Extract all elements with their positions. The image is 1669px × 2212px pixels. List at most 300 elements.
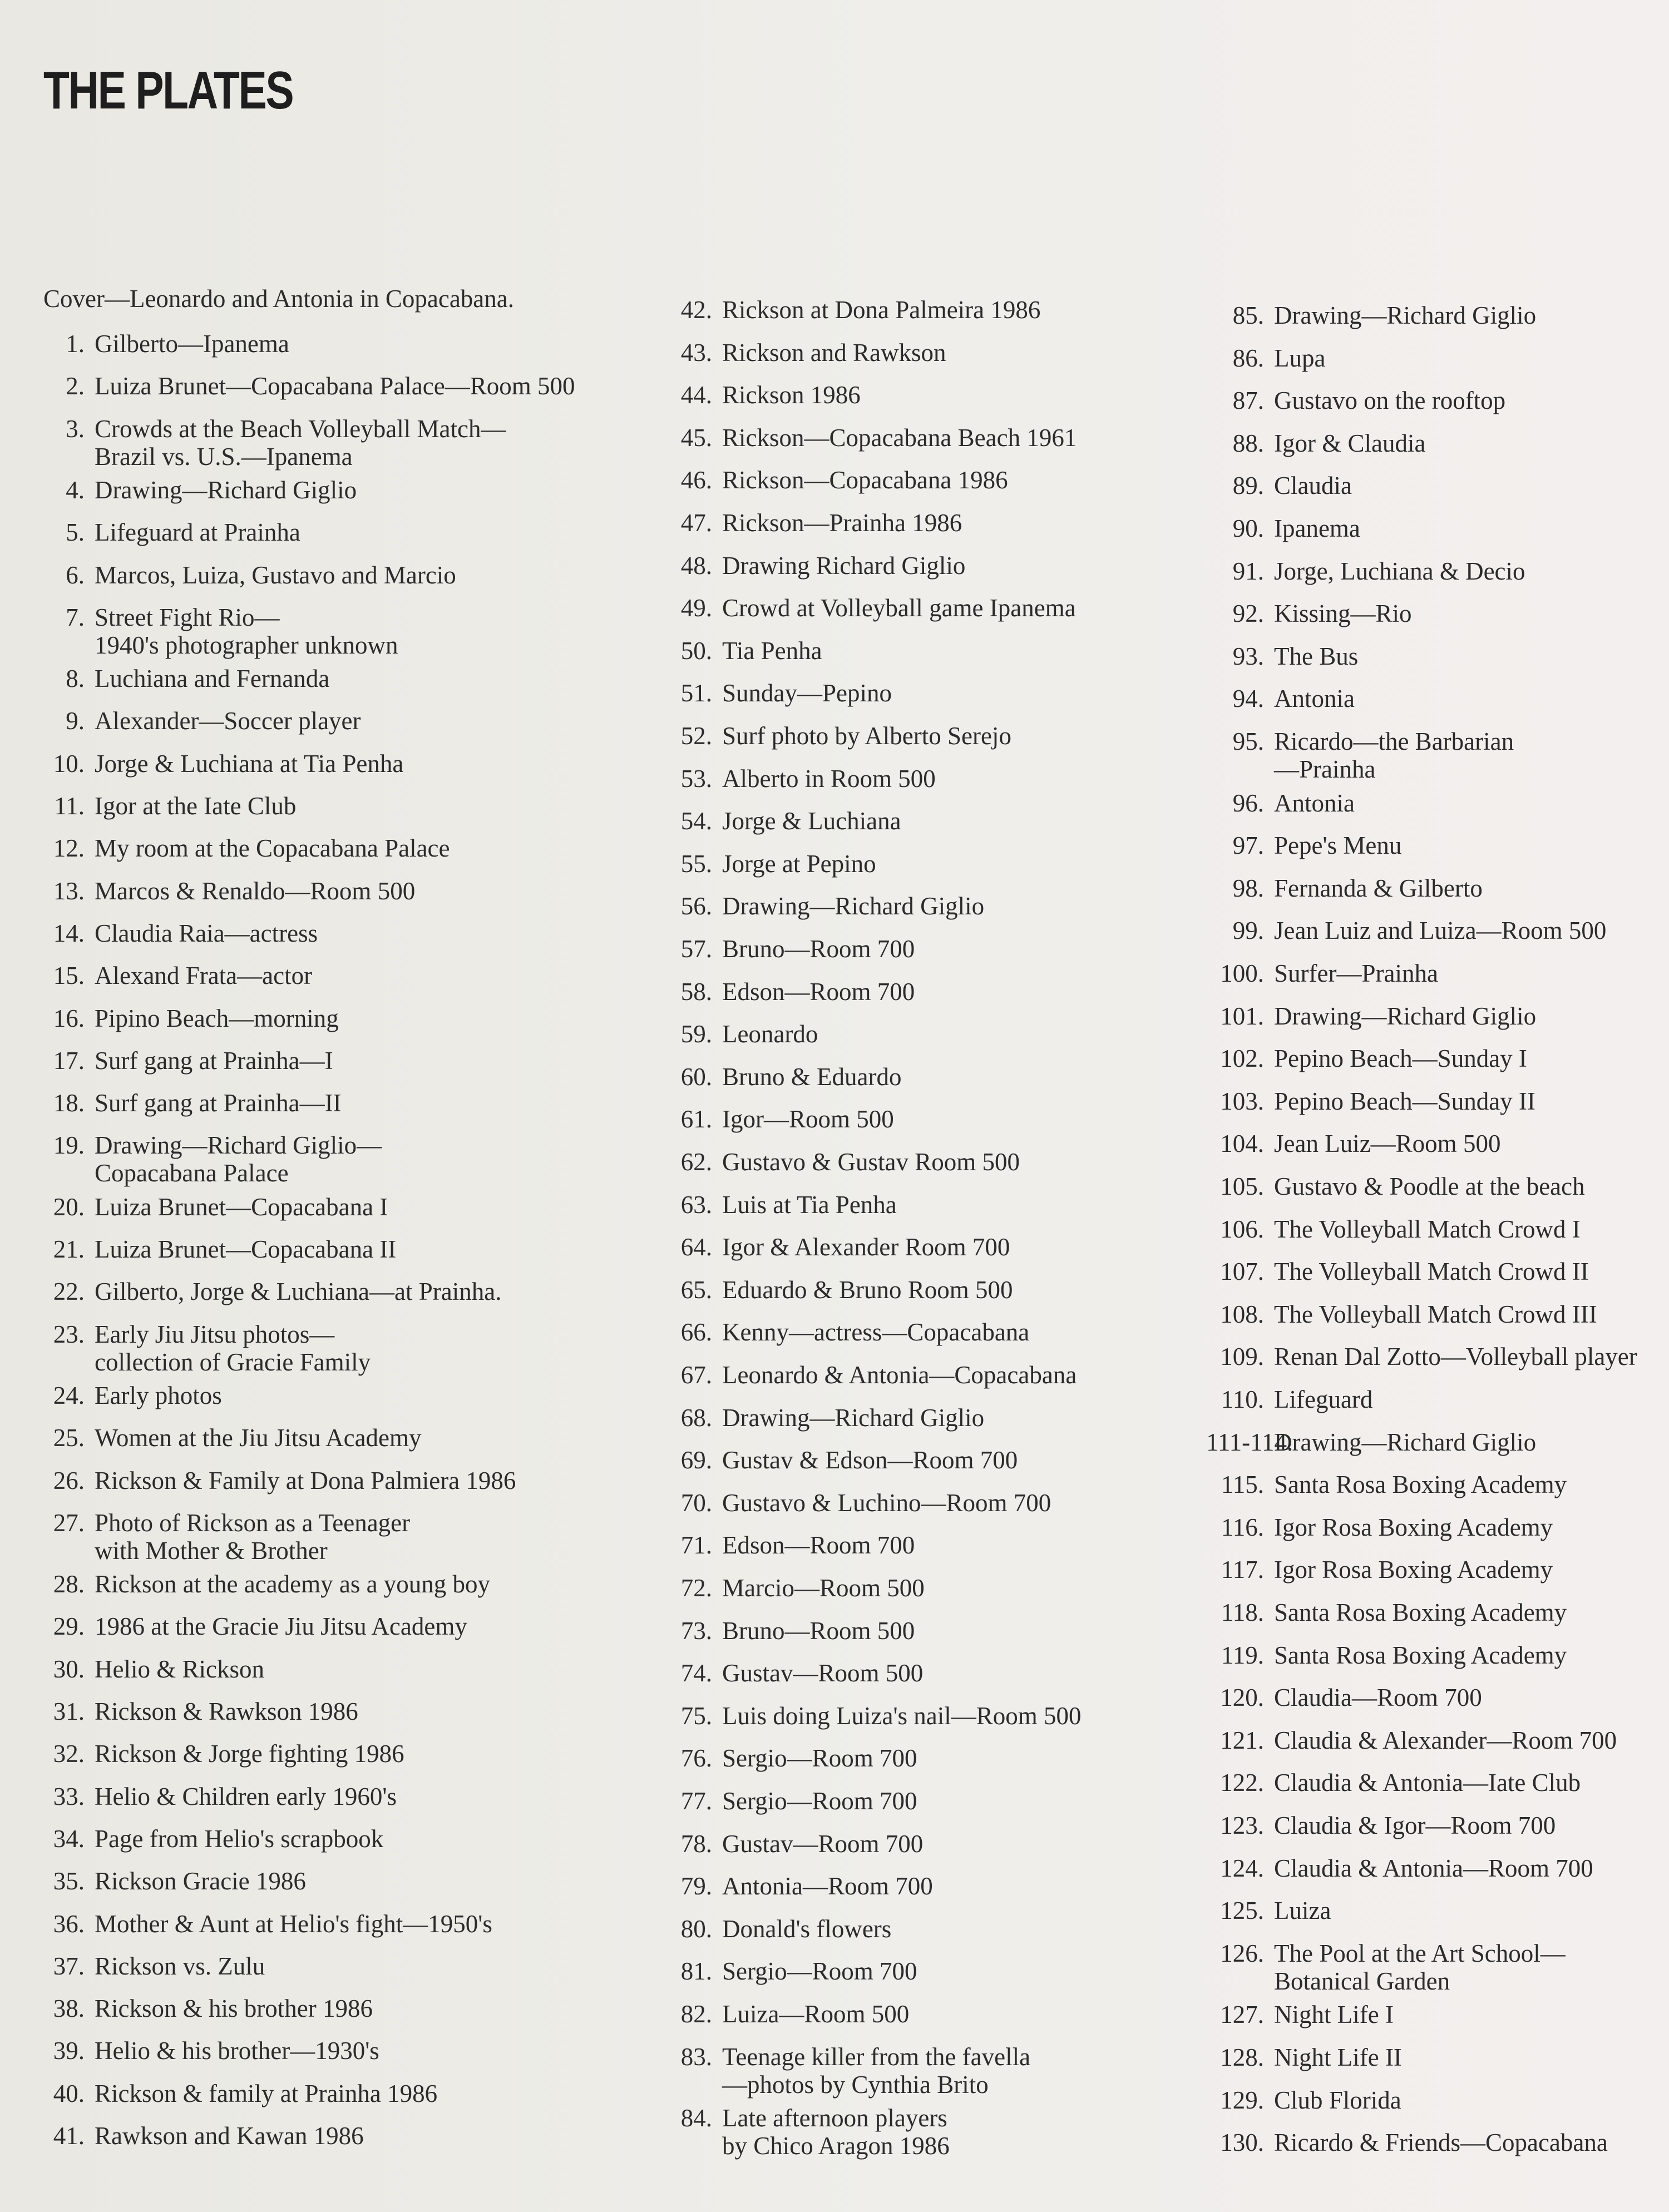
plate-entry: [662, 807, 901, 835]
plate-entry: [43, 750, 403, 778]
plate-title: The Bus: [1274, 642, 1359, 670]
plate-entry: [43, 962, 312, 989]
plate-number: 57.: [680, 935, 712, 963]
plate-entry: [662, 892, 984, 920]
plate-number: 41.: [53, 2122, 85, 2150]
plate-title: Helio & Children early 1960's: [95, 1782, 397, 1810]
plate-entry: [662, 850, 876, 878]
plate-number: 70.: [680, 1488, 712, 1517]
plate-title: Gustavo & Poodle at the beach: [1274, 1172, 1585, 1200]
plate-entry: [662, 1872, 933, 1900]
plate-title: Marcos & Renaldo—Room 500: [95, 877, 416, 905]
plate-number: 9.: [66, 707, 85, 735]
plate-entry: [662, 381, 861, 409]
plate-title: Alexander—Soccer player: [95, 707, 361, 735]
plate-title: Ricardo & Friends—Copacabana: [1274, 2129, 1608, 2157]
plate-entry: [1206, 874, 1483, 902]
plate-title: Sergio—Room 700: [722, 1787, 917, 1815]
plate-number: 101.: [1220, 1002, 1264, 1030]
plate-entry: [662, 1361, 1077, 1389]
plate-title: Pipino Beach—morning: [95, 1004, 339, 1032]
plate-number: 106.: [1220, 1215, 1264, 1243]
plate-title: Jorge at Pepino: [722, 849, 876, 878]
plate-entry: [43, 1612, 467, 1640]
plate-number: 102.: [1220, 1045, 1264, 1073]
plate-number: 93.: [1232, 642, 1264, 670]
plate-number: 65.: [680, 1275, 712, 1304]
plate-entry: [1206, 1471, 1567, 1498]
plate-title-continued: by Chico Aragon 1986: [722, 2132, 950, 2160]
plate-number: 38.: [53, 1995, 85, 2023]
plate-number: 79.: [680, 1872, 712, 1901]
plate-number: 11.: [54, 792, 85, 820]
plate-title: Drawing—Richard Giglio—: [95, 1131, 382, 1160]
plate-number: 49.: [680, 594, 712, 622]
plate-title: Mother & Aunt at Helio's fight—1950's: [95, 1909, 492, 1938]
plate-number: 99.: [1232, 917, 1264, 945]
plate-title: Igor at the Iate Club: [95, 792, 297, 820]
plate-number: 85.: [1232, 301, 1264, 329]
plate-number: 2.: [66, 372, 85, 400]
plate-entry: [1206, 642, 1358, 670]
plate-entry: [43, 792, 296, 820]
plate-number: 128.: [1220, 2043, 1264, 2071]
plate-number: 73.: [680, 1616, 712, 1645]
plate-number: 55.: [680, 849, 712, 878]
plate-number: 27.: [53, 1508, 85, 1537]
plate-title: Drawing—Richard Giglio: [1274, 1428, 1537, 1456]
plate-title: Pepino Beach—Sunday II: [1274, 1087, 1535, 1115]
plate-entry: [662, 1276, 1013, 1304]
plate-entry: [43, 1320, 371, 1376]
plate-title: Teenage killer from the favella: [722, 2042, 1031, 2071]
plate-entry: [1206, 1130, 1500, 1157]
plate-number: 115.: [1221, 1471, 1264, 1499]
plate-entry: [662, 1830, 923, 1858]
plate-entry: [662, 1191, 897, 1219]
plate-entry: [43, 2080, 437, 2107]
plate-entry: [1206, 429, 1425, 457]
plate-number: 125.: [1220, 1897, 1264, 1925]
plate-title: Crowd at Volleyball game Ipanema: [722, 594, 1076, 622]
plate-entry: [1206, 1215, 1581, 1243]
plate-entry: [662, 296, 1040, 324]
plate-title: Bruno—Room 700: [722, 935, 915, 963]
plate-number: 29.: [53, 1612, 85, 1641]
plate-number: 25.: [53, 1424, 85, 1452]
plate-title: Jean Luiz and Luiza—Room 500: [1274, 917, 1607, 945]
plate-entry: [1206, 514, 1360, 542]
plate-entry: [43, 2037, 379, 2065]
plate-entry: [43, 877, 415, 905]
plate-title-continued: —photos by Cynthia Brito: [722, 2070, 989, 2099]
plate-title: Rickson—Copacabana Beach 1961: [722, 423, 1077, 452]
plate-entry: [1206, 472, 1352, 499]
plate-title: The Volleyball Match Crowd I: [1274, 1215, 1581, 1243]
plate-entry: [1206, 344, 1325, 372]
plate-number: 36.: [53, 1909, 85, 1938]
plate-entry: [662, 552, 965, 580]
plate-entry: [1206, 1045, 1527, 1072]
plate-number: 23.: [53, 1320, 85, 1348]
plate-entry: [43, 1131, 382, 1187]
plate-number: 98.: [1232, 874, 1264, 902]
plate-entry: [1206, 1599, 1567, 1626]
plate-entry: [1206, 2086, 1401, 2114]
plate-number: 100.: [1220, 959, 1264, 987]
plate-number: 78.: [680, 1829, 712, 1858]
plate-title: Gustav—Room 500: [722, 1659, 924, 1688]
plate-number: 43.: [680, 338, 712, 367]
plate-number: 66.: [680, 1318, 712, 1347]
plate-title: Late afternoon players: [722, 2104, 947, 2132]
plate-number: 80.: [680, 1914, 712, 1943]
plate-entry: [662, 1617, 915, 1645]
plate-number: 35.: [53, 1867, 85, 1896]
plate-entry: [662, 978, 915, 1006]
plate-entry: [1206, 1812, 1556, 1839]
plate-number: 103.: [1220, 1087, 1264, 1115]
plate-number: 69.: [680, 1446, 712, 1474]
plate-entry: [43, 1004, 339, 1032]
plate-title: Gustav & Edson—Room 700: [722, 1446, 1018, 1474]
plate-title: Igor Rosa Boxing Academy: [1274, 1556, 1553, 1584]
plate-entry: [1206, 728, 1514, 783]
plate-number: 51.: [680, 679, 712, 707]
plate-entry: [662, 1787, 917, 1815]
plate-entry: [662, 935, 915, 963]
plate-number: 37.: [53, 1952, 85, 1980]
plate-entry: [662, 509, 962, 537]
plate-number: 63.: [680, 1190, 712, 1219]
plate-title: Gustavo & Gustav Room 500: [722, 1148, 1020, 1176]
plate-number: 50.: [680, 636, 712, 665]
plate-entry: [43, 707, 361, 735]
plate-title: Luchiana and Fernanda: [95, 665, 330, 693]
plate-title: Street Fight Rio—: [95, 603, 280, 631]
plate-title: Sergio—Room 700: [722, 1744, 917, 1773]
plate-title: Leonardo & Antonia—Copacabana: [722, 1361, 1077, 1389]
plate-entry: [43, 834, 450, 862]
plate-entry: [1206, 2001, 1394, 2028]
plate-title: Luiza: [1274, 1897, 1331, 1925]
plate-title: Claudia & Igor—Room 700: [1274, 1812, 1556, 1839]
plate-title: Surf photo by Alberto Serejo: [722, 722, 1011, 750]
plate-number: 72.: [680, 1574, 712, 1602]
plate-entry: [43, 1698, 358, 1725]
plate-number: 4.: [66, 476, 85, 504]
plate-number: 110.: [1221, 1385, 1264, 1413]
plate-number: 61.: [680, 1105, 712, 1134]
plate-entry: [662, 594, 1076, 622]
plate-entry: [662, 424, 1077, 452]
plate-title: Rickson at Dona Palmeira 1986: [722, 296, 1041, 324]
plate-number: 92.: [1232, 600, 1264, 628]
plate-title: The Volleyball Match Crowd III: [1274, 1300, 1597, 1328]
plate-title: Helio & his brother—1930's: [95, 2037, 379, 2065]
plate-entry: [1206, 1258, 1589, 1285]
plate-number: 118.: [1221, 1599, 1264, 1626]
plate-number: 111-114.: [1206, 1428, 1293, 1456]
plate-title: Igor—Room 500: [722, 1105, 894, 1134]
plate-number: 109.: [1220, 1343, 1264, 1371]
plate-title: Claudia & Alexander—Room 700: [1274, 1726, 1617, 1754]
plate-entry: [1206, 1172, 1585, 1200]
plate-title: Drawing—Richard Giglio: [722, 1403, 985, 1432]
plate-title: Crowds at the Beach Volleyball Match—: [95, 414, 506, 443]
plate-number: 47.: [680, 509, 712, 537]
plate-title-continued: collection of Gracie Family: [95, 1348, 371, 1376]
plate-title: Early photos: [95, 1381, 222, 1409]
plate-number: 15.: [53, 962, 85, 990]
plate-title: Rickson and Rawkson: [722, 338, 946, 367]
plate-number: 31.: [53, 1698, 85, 1725]
plate-entry: [662, 1148, 1020, 1176]
plate-number: 107.: [1220, 1258, 1264, 1286]
plate-entry: [43, 1740, 404, 1768]
plate-title: Alberto in Room 500: [722, 764, 936, 793]
plate-number: 46.: [680, 466, 712, 494]
plate-number: 97.: [1232, 832, 1264, 860]
plate-entry: [1206, 1087, 1535, 1115]
plate-title: Women at the Jiu Jitsu Academy: [95, 1424, 422, 1452]
plate-number: 10.: [53, 749, 85, 778]
plate-entry: [1206, 1939, 1566, 1995]
plate-title: Drawing—Richard Giglio: [95, 476, 357, 504]
plate-title: Night Life II: [1274, 2043, 1402, 2071]
plate-number: 21.: [53, 1235, 85, 1263]
plate-number: 126.: [1220, 1939, 1264, 1967]
plate-title: Rickson at the academy as a young boy: [95, 1570, 491, 1599]
plate-number: 7.: [66, 603, 85, 631]
plate-entry: [662, 1744, 917, 1772]
plate-number: 48.: [680, 551, 712, 580]
plate-number: 16.: [53, 1004, 85, 1032]
plate-number: 17.: [53, 1046, 85, 1075]
plate-entry: [1206, 1300, 1597, 1328]
plate-number: 116.: [1221, 1513, 1264, 1541]
plate-number: 22.: [53, 1278, 85, 1306]
plate-entry: [43, 1570, 490, 1598]
plate-entry: [1206, 832, 1401, 859]
plate-entry: [662, 1957, 917, 1985]
plate-entry: [43, 1382, 222, 1409]
plate-entry: [43, 1910, 492, 1938]
plate-entry: [1206, 301, 1536, 329]
plate-title: Edson—Room 700: [722, 977, 915, 1006]
plate-title: Helio & Rickson: [95, 1655, 264, 1683]
plate-title: Claudia & Antonia—Iate Club: [1274, 1769, 1581, 1797]
plate-title: Surfer—Prainha: [1274, 959, 1438, 987]
plate-title: Rickson & Rawkson 1986: [95, 1698, 358, 1725]
plate-title: Ricardo—the Barbarian: [1274, 728, 1514, 755]
plate-number: 88.: [1232, 429, 1264, 457]
plate-entry: [43, 476, 357, 504]
plate-number: 76.: [680, 1744, 712, 1773]
plate-title: Santa Rosa Boxing Academy: [1274, 1471, 1567, 1499]
plate-entry: [1206, 685, 1355, 712]
plate-entry: [43, 1047, 333, 1075]
plate-number: 84.: [680, 2104, 712, 2132]
plate-number: 121.: [1220, 1726, 1264, 1754]
plate-entry: [43, 1952, 265, 1980]
plate-title: Drawing—Richard Giglio: [1274, 301, 1537, 329]
plate-title: Early Jiu Jitsu photos—: [95, 1320, 335, 1348]
plate-number: 95.: [1232, 728, 1264, 755]
plate-entry: [1206, 1513, 1553, 1541]
plate-number: 62.: [680, 1148, 712, 1176]
plate-title: Santa Rosa Boxing Academy: [1274, 1599, 1567, 1626]
plate-entry: [662, 637, 822, 665]
plate-entry: [1206, 1002, 1536, 1030]
plate-entry: [1206, 600, 1412, 627]
plate-title: Luiza Brunet—Copacabana II: [95, 1235, 397, 1263]
plate-number: 130.: [1220, 2129, 1264, 2157]
plate-title: Antonia: [1274, 789, 1355, 817]
plate-entry: [43, 1193, 388, 1221]
plate-entry: [43, 1867, 306, 1895]
plate-title: The Pool at the Art School—: [1274, 1939, 1566, 1967]
plate-title: Rickson 1986: [722, 381, 861, 409]
plate-title: Club Florida: [1274, 2086, 1401, 2114]
plate-title: Rickson & Jorge fighting 1986: [95, 1740, 404, 1768]
plate-number: 56.: [680, 892, 712, 921]
plate-title: Jean Luiz—Room 500: [1274, 1130, 1501, 1158]
plate-number: 120.: [1220, 1684, 1264, 1712]
plate-entry: [662, 1915, 891, 1943]
plate-entry: [1206, 1385, 1372, 1413]
plate-title: Sunday—Pepino: [722, 679, 892, 707]
plate-entry: [1206, 917, 1606, 944]
plate-title: Renan Dal Zotto—Volleyball player: [1274, 1343, 1637, 1371]
plate-entry: [662, 722, 1011, 750]
plate-title: Luis at Tia Penha: [722, 1190, 897, 1219]
plate-number: 124.: [1220, 1854, 1264, 1882]
plate-title: Gilberto, Jorge & Luchiana—at Prainha.: [95, 1278, 502, 1306]
plate-title: Gustav—Room 700: [722, 1829, 924, 1858]
plate-entry: [662, 2043, 1030, 2099]
plate-number: 68.: [680, 1403, 712, 1432]
plate-number: 33.: [53, 1782, 85, 1810]
plate-title: My room at the Copacabana Palace: [95, 834, 450, 863]
plate-entry: [1206, 1556, 1553, 1583]
plate-number: 127.: [1220, 2001, 1264, 2029]
plate-entry: [1206, 1726, 1617, 1754]
plate-entry: [1206, 1684, 1482, 1711]
plate-title: Marcio—Room 500: [722, 1574, 925, 1602]
plate-number: 53.: [680, 764, 712, 793]
plate-entry: [662, 1105, 894, 1133]
plate-number: 67.: [680, 1361, 712, 1389]
cover-entry: Cover—Leonardo and Antonia in Copacabana.: [43, 285, 514, 313]
plate-number: 20.: [53, 1192, 85, 1221]
plate-title: Rickson—Copacabana 1986: [722, 466, 1008, 494]
plate-number: 108.: [1220, 1300, 1264, 1328]
plate-number: 105.: [1220, 1172, 1264, 1200]
plate-entry: [662, 1233, 1010, 1261]
plate-entry: [43, 1424, 422, 1452]
plate-title: Igor & Claudia: [1274, 429, 1426, 457]
plate-entry: [662, 679, 892, 707]
plate-number: 71.: [680, 1531, 712, 1560]
plate-entry: [43, 665, 329, 692]
plate-entry: [662, 1063, 901, 1091]
plate-entry: [1206, 1641, 1567, 1669]
plate-title-continued: Copacabana Palace: [95, 1159, 289, 1187]
plate-number: 74.: [680, 1659, 712, 1688]
plate-entry: [1206, 1428, 1536, 1456]
plate-number: 30.: [53, 1655, 85, 1683]
plate-entry: [43, 1278, 501, 1305]
plate-number: 59.: [680, 1020, 712, 1048]
plate-number: 82.: [680, 2000, 712, 2028]
plate-title: Igor & Alexander Room 700: [722, 1233, 1010, 1261]
plate-title: Gustavo on the rooftop: [1274, 387, 1506, 415]
plate-title: Gilberto—Ipanema: [95, 330, 289, 358]
plate-entry: [1206, 557, 1525, 585]
plate-number: 123.: [1220, 1812, 1264, 1839]
plate-number: 54.: [680, 807, 712, 835]
plate-entry: [43, 330, 289, 358]
plate-entry: [43, 561, 456, 589]
plate-title: Alexand Frata—actor: [95, 962, 313, 990]
plate-number: 87.: [1232, 387, 1264, 415]
plate-entry: [1206, 1897, 1331, 1924]
plate-title-continued: with Mother & Brother: [95, 1536, 328, 1565]
plate-entry: [662, 2104, 950, 2160]
plate-title: Surf gang at Prainha—I: [95, 1046, 333, 1075]
plate-entry: [43, 1655, 264, 1683]
plate-entry: [43, 518, 300, 546]
plate-title-continued: 1940's photographer unknown: [95, 631, 398, 659]
plate-title: Tia Penha: [722, 636, 822, 665]
plate-entry: [662, 1659, 923, 1687]
plate-title: Jorge & Luchiana: [722, 807, 901, 835]
plate-title: Drawing—Richard Giglio: [1274, 1002, 1537, 1030]
plate-title: Gustavo & Luchino—Room 700: [722, 1488, 1051, 1517]
plate-entry: [662, 466, 1008, 494]
plate-entry: [1206, 1854, 1593, 1882]
plate-entry: [43, 603, 398, 659]
plate-number: 18.: [53, 1089, 85, 1117]
plate-title: Claudia Raia—actress: [95, 919, 318, 947]
plate-number: 12.: [53, 834, 85, 863]
plate-title: Bruno—Room 500: [722, 1616, 915, 1645]
plate-title: Pepino Beach—Sunday I: [1274, 1045, 1527, 1073]
plate-title-continued: Botanical Garden: [1274, 1967, 1450, 1995]
plate-title: Claudia—Room 700: [1274, 1684, 1482, 1712]
plate-title-continued: —Prainha: [1274, 755, 1376, 783]
plate-title: The Volleyball Match Crowd II: [1274, 1258, 1589, 1286]
plate-entry: [43, 1995, 373, 2022]
plate-number: 45.: [680, 423, 712, 452]
plate-title: Luiza—Room 500: [722, 2000, 910, 2028]
plate-number: 129.: [1220, 2086, 1264, 2114]
plate-number: 75.: [680, 1701, 712, 1730]
plate-number: 117.: [1221, 1556, 1264, 1584]
plate-number: 91.: [1232, 557, 1264, 585]
plate-title: Edson—Room 700: [722, 1531, 915, 1560]
page-title: THE PLATES: [43, 61, 293, 120]
plate-entry: [662, 1574, 925, 1602]
plate-number: 6.: [66, 561, 85, 589]
plate-entry: [662, 1020, 818, 1048]
plate-entry: [662, 765, 936, 793]
plate-title: Claudia: [1274, 472, 1352, 500]
plate-number: 26.: [53, 1466, 85, 1495]
plate-title: Rickson & his brother 1986: [95, 1995, 373, 2023]
plate-title: Lupa: [1274, 344, 1326, 372]
